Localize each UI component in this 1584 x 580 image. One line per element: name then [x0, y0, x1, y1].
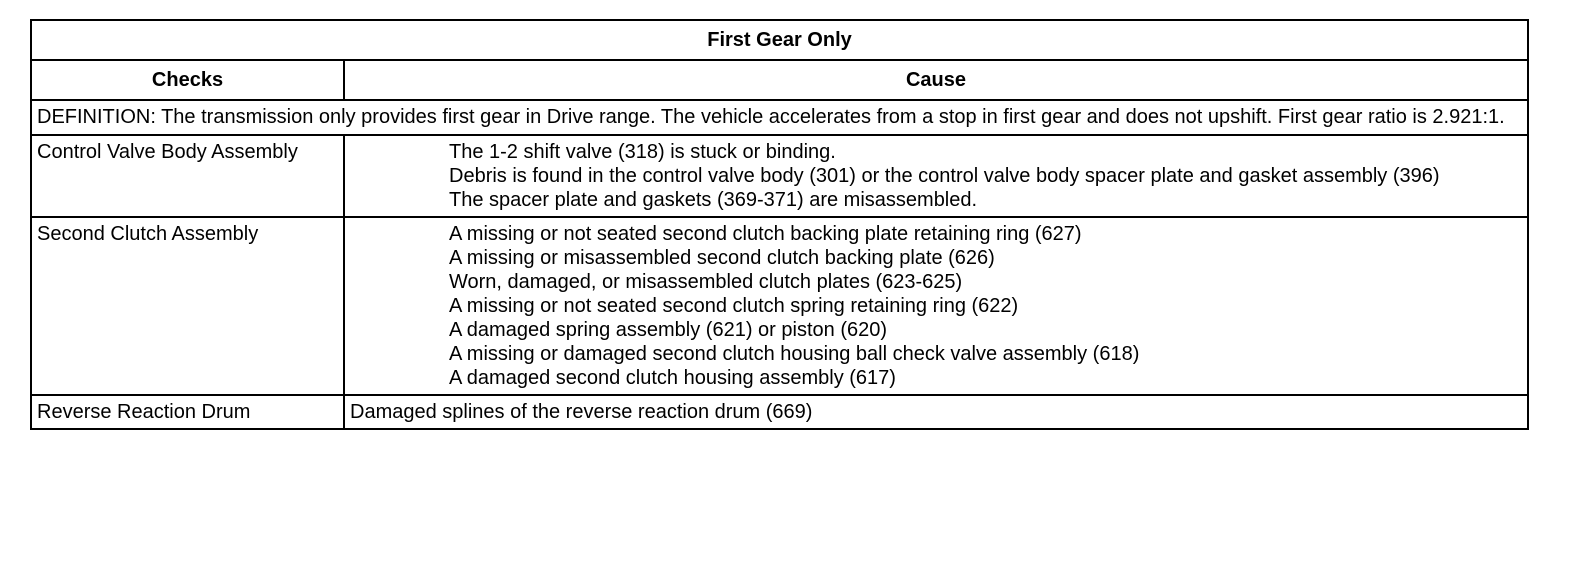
cause-cell — [344, 395, 1528, 429]
table-row — [31, 217, 1528, 395]
cause-line: A missing or misassembled second clutch backing plate (626) — [449, 247, 995, 269]
cause-line: A damaged second clutch housing assembly (617) — [449, 367, 896, 389]
check-cell: Control Valve Body Assembly — [31, 135, 344, 217]
table-row — [31, 395, 1528, 429]
cause-line: Worn, damaged, or misassembled clutch plates (623-625) — [449, 271, 963, 293]
cause-line: A missing or not seated second clutch backing plate retaining ring (627) — [449, 223, 1082, 245]
cause-line: Debris is found in the control valve body (301) or the control valve body spacer plate and gasket assembly (396) — [449, 165, 1440, 187]
cause-line: A missing or damaged second clutch housing ball check valve assembly (618) — [449, 343, 1140, 365]
definition-row — [31, 100, 1528, 135]
check-cell: Reverse Reaction Drum — [31, 395, 344, 429]
title-row — [31, 20, 1528, 60]
table-row — [31, 135, 1528, 217]
column-header-cause: Cause — [344, 60, 1528, 100]
cause-line: Damaged splines of the reverse reaction drum (669) — [350, 401, 813, 423]
cause-cell — [344, 135, 1528, 217]
table-title: First Gear Only — [31, 20, 1528, 60]
check-cell: Second Clutch Assembly — [31, 217, 344, 395]
header-row — [31, 60, 1528, 100]
cause-line: The 1-2 shift valve (318) is stuck or binding. — [449, 141, 836, 163]
cause-line: The spacer plate and gaskets (369-371) are misassembled. — [449, 189, 978, 211]
cause-line: A damaged spring assembly (621) or piston (620) — [449, 319, 888, 341]
definition-text: DEFINITION: The transmission only provides first gear in Drive range. The vehicle accelerates from a stop in first gear and does not upshift. First gear ratio is 2.921:1. — [31, 100, 1528, 135]
cause-cell — [344, 217, 1528, 395]
diagnostic-table — [30, 19, 1529, 430]
cause-line: A missing or not seated second clutch spring retaining ring (622) — [449, 295, 1019, 317]
column-header-checks: Checks — [31, 60, 344, 100]
